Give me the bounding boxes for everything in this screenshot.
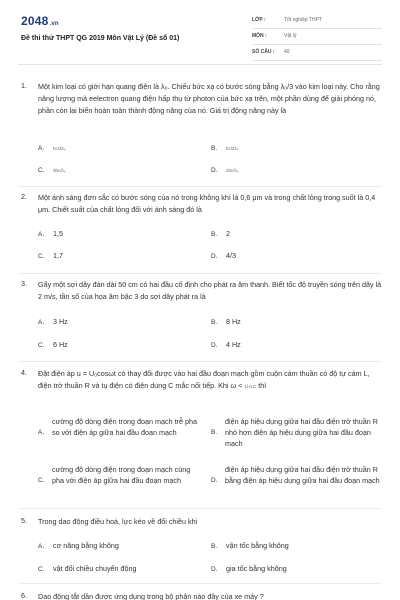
condition-fraction: 1/√LC [244,384,257,390]
option-label: A. [38,429,45,436]
option-label: D. [211,167,218,174]
question-separator [18,508,382,509]
option-value: điện áp hiệu dụng giữa hai đầu điện trở thuần R bằng điện áp hiệu dụng giữa hai đầu đoạn mạch [225,465,380,485]
question-separator [18,361,382,362]
meta-value-class: Tốt nghiệp THPT [284,17,322,23]
option-value: cơ năng bằng không [53,541,119,550]
question-separator [18,273,382,274]
option-value: 4/3 [226,251,236,260]
meta-row-question-count [252,45,382,61]
answer-option-b[interactable] [211,541,289,550]
option-value: 8 Hz [226,317,241,326]
logo-text: 2048 [21,14,49,28]
answer-option-b[interactable] [211,229,230,238]
question-text-body: Đặt điện áp u = U₀cosωt có thay đổi được vào hai đầu đoạn mạch gồm cuộn cảm thuần có độ tự cảm L, điện trở thuần R và tụ điện có điện dung C mắc nối tiếp. Khi [38,369,370,391]
option-value: 3 Hz [53,317,68,326]
header-divider [18,64,382,65]
question-text: Trong dao động điều hoà, lực kéo về đổi chiều khi [38,517,198,526]
answer-option-a[interactable] [38,317,68,326]
answer-option-c[interactable] [38,251,63,260]
answer-option-a[interactable] [38,541,119,550]
answer-option-c[interactable] [38,165,66,174]
option-label: B. [211,231,218,238]
option-label: A. [38,543,45,550]
option-value: 1,5 [53,229,63,238]
meta-value-subject: Vật lý [284,33,297,39]
question-text: Gẩy một sợi dây đàn dài 50 cm có hai đầu cố định cho phát ra âm thanh. Biết tốc độ truyền sóng trên dây là 2 m/s, tần số của họa âm bậc 3 do sợi dây phát ra là [38,280,382,302]
option-value: 2 [226,229,230,238]
option-value: 3hc/λ₀ [53,168,66,173]
option-value: cường độ dòng điện trong đoạn mạch trễ pha so với điện áp giữa hai đầu đoạn mạch [52,417,197,437]
exam-meta-table [252,13,382,61]
meta-key-subject: MÔN : [252,33,267,39]
logo-suffix: .vn [49,21,59,27]
option-value: điện áp hiệu dụng giữa hai đầu điện trở thuần R nhỏ hơn điện áp hiệu dụng giữa hai đầu đoạn mạch [225,417,378,448]
option-label: C. [38,167,45,174]
option-label: A. [38,145,45,152]
option-label: C. [38,477,45,484]
exam-title: Đề thi thử THPT QG 2019 Môn Vật Lý (Đề số 01) [21,35,180,42]
option-label: D. [211,342,218,349]
meta-key-question-count: SỐ CÂU : [252,49,275,55]
meta-value-question-count: 40 [284,49,290,55]
condition-tail: thì [258,381,267,391]
answer-option-a[interactable] [38,229,63,238]
site-logo[interactable] [21,14,59,28]
answer-option-b[interactable] [211,317,241,326]
question-separator [18,583,382,584]
option-label: D. [211,477,218,484]
option-value: 2hc/λ₀ [226,168,239,173]
answer-option-d[interactable] [211,165,239,174]
answer-option-d[interactable] [211,340,241,349]
option-label: B. [211,429,218,436]
answer-option-a[interactable] [38,143,66,152]
option-value: 1,7 [53,251,63,260]
option-value: 4 Hz [226,340,241,349]
question-text: Một kim loại có giới hạn quang điện là λ₀. Chiếu bức xạ có bước sóng bằng λ₀/3 vào kim loại này. Cho rằng năng lượng mà eelectron quang điện hấp thụ từ photon của bức xạ trên, một phần dùng để giải phóng nó, phần còn lại biến hoàn toàn thành động năng của nó. Giá trị động năng này là [38,82,380,116]
exam-header [0,0,400,64]
question-text: Một ánh sáng đơn sắc có bước sóng của nó trong không khí là 0,6 μm và trong chất lỏng trong suốt là 0,4 μm. Chiết suất của chất lỏng đối với ánh sáng đó là [38,193,376,215]
question-number: 2. [21,192,27,201]
option-label: B. [211,319,218,326]
option-label: D. [211,253,218,260]
option-label: A. [38,231,45,238]
question-number: 5. [21,516,27,525]
answer-option-b[interactable] [211,143,239,152]
option-value: vật đổi chiều chuyển động [53,564,137,573]
condition-lhs: ω < [230,381,243,391]
option-value: gia tốc bằng không [226,564,287,573]
option-label: C. [38,342,45,349]
question-number: 1. [21,81,27,90]
option-label: A. [38,319,45,326]
meta-row-class [252,13,382,29]
option-value: hc/2λ₀ [226,146,239,151]
option-value: vận tốc bằng không [226,541,289,550]
option-label: D. [211,566,218,573]
answer-option-c[interactable] [38,340,68,349]
meta-key-class: LỚP : [252,17,266,23]
option-value: 6 Hz [53,340,68,349]
question-number: 4. [21,368,27,377]
answer-option-c[interactable] [38,564,137,573]
option-label: C. [38,566,45,573]
option-value: hc/3λ₀ [53,146,66,151]
meta-row-subject [252,29,382,45]
answer-option-d[interactable] [211,564,287,573]
option-value: cường độ dòng điện trong đoạn mạch cùng pha với điện áp giữa hai đầu đoạn mạch [52,465,191,485]
question-number: 6. [21,591,27,600]
question-text: Dao động tắt dần được ứng dụng trong bộ phận nào đây của xe máy ? [38,592,264,600]
option-label: B. [211,543,218,550]
option-label: B. [211,145,218,152]
option-label: C. [38,253,45,260]
answer-option-d[interactable] [211,251,236,260]
question-text [38,368,383,393]
question-number: 3. [21,279,27,288]
question-separator [18,186,382,187]
